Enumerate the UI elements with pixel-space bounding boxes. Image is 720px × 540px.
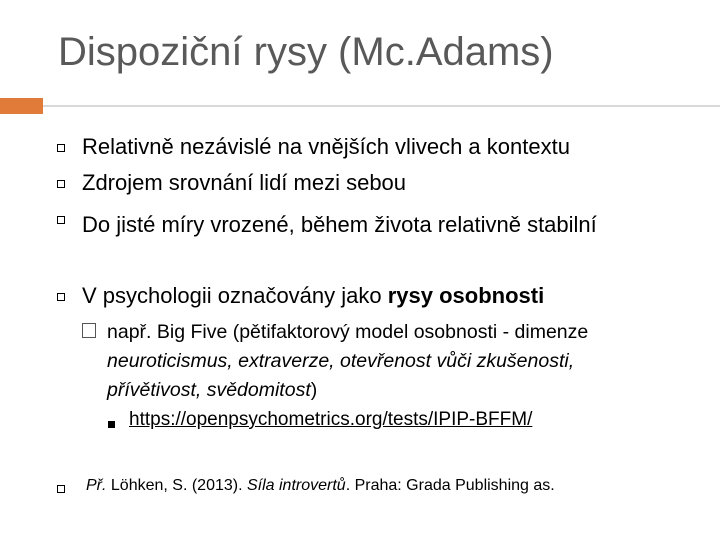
bullet-square-icon xyxy=(57,293,65,301)
sub-bullet-italic: neuroticismus, extraverze, otevřenost vůči zkušenosti, přívětivost, svědomitost xyxy=(107,350,575,401)
sub-bullet-text: např. Big Five (pětifaktorový model osobnosti - dimenze xyxy=(107,321,589,343)
reference-prefix: Př. xyxy=(86,477,111,494)
title-divider xyxy=(43,105,720,107)
bullet-item xyxy=(82,281,712,310)
reference-book-title: Síla introvertů xyxy=(246,477,346,494)
sub-bullet-marker-icon xyxy=(82,323,96,338)
slide-title: Dispoziční rysy (Mc.Adams) xyxy=(58,30,554,74)
sub-bullet-suffix: ) xyxy=(310,379,318,401)
sub-sub-bullet-marker-icon xyxy=(108,421,115,428)
sub-bullet-item xyxy=(107,318,667,405)
bullet-item: Relativně nezávislé na vnějších vlivech a kontextu xyxy=(82,134,570,159)
bullet-square-icon xyxy=(57,216,65,224)
bullet-item: Zdrojem srovnání lidí mezi sebou xyxy=(82,170,407,195)
bullet-square-icon xyxy=(57,144,65,152)
reference-publisher: . Praha: Grada Publishing as. xyxy=(345,477,555,494)
bullet-item: Do jisté míry vrozené, během života relativně stabilní xyxy=(82,212,597,237)
bullet-square-icon xyxy=(57,180,65,188)
bullet-text: V psychologii označovány jako xyxy=(82,283,388,308)
ipip-bffm-link[interactable]: https://openpsychometrics.org/tests/IPIP-BFFM/ xyxy=(129,409,533,430)
accent-bar xyxy=(0,98,43,114)
bullet-bold-text: rysy osobnosti xyxy=(387,283,545,308)
bullet-square-icon xyxy=(57,485,65,493)
reference-authors: Löhken, S. (2013). xyxy=(110,477,247,494)
reference-text xyxy=(86,477,555,495)
